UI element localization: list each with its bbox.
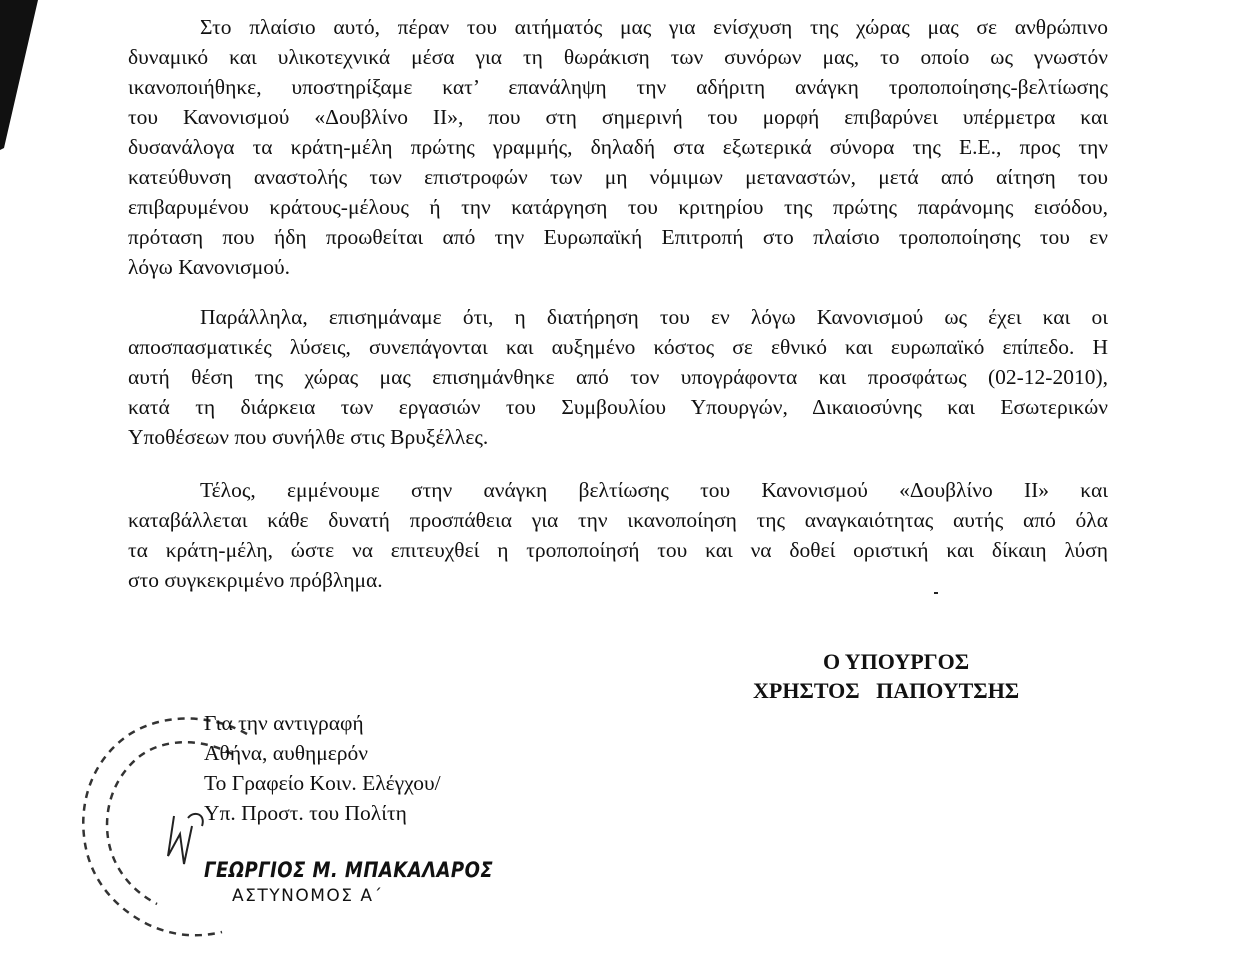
certified-copy-line: Για την αντιγραφή (204, 711, 364, 735)
paragraph-line: καταβάλλεται κάθε δυνατή προσπάθεια για την ικανοποίηση της αναγκαιότητας αυτής από όλα (128, 508, 1108, 532)
paragraph-line: πρόταση που ήδη προωθείται από την Ευρωπαϊκή Επιτροπή στο πλαίσιο τροποποίησης του εν (128, 225, 1108, 249)
paragraph-line: ικανοποιήθηκε, υποστηρίξαμε κατ’ επανάληψη την αδήριτη ανάγκη τροποποίησης-βελτίωσης (128, 75, 1108, 99)
paragraph-3 (128, 475, 1108, 595)
paragraph-2 (128, 302, 1108, 452)
certified-copy-block (204, 708, 441, 828)
paragraph-line: κατεύθυνση αναστολής των επιστροφών των μη νόμιμων μεταναστών, μετά από αίτηση του (128, 165, 1108, 189)
paragraph-line: τα κράτη-μέλη, ώστε να επιτευχθεί η τροποποίησή του και να δοθεί οριστική και δίκαιη λύση (128, 538, 1108, 562)
paragraph-line: δυναμικό και υλικοτεχνικά μέσα για τη θωράκιση των συνόρων μας, το οποίο ως γνωστόν (128, 45, 1108, 69)
paragraph-line: λόγω Κανονισμού. (128, 255, 291, 279)
paragraph-1 (128, 12, 1108, 282)
paragraph-line: Υποθέσεων που συνήλθε στις Βρυξέλλες. (128, 425, 489, 449)
scan-edge-mark (0, 0, 40, 150)
paragraph-line: επιβαρυμένου κράτους-μέλους ή την κατάργηση του κριτηρίου της πρώτης παράνομης εισόδου, (128, 195, 1108, 219)
paragraph-line: δυσανάλογα τα κράτη-μέλη πρώτης γραμμής, δηλαδή στα εξωτερικά σύνορα της Ε.Ε., προς την (128, 135, 1108, 159)
paragraph-line: Τέλος, εμμένουμε στην ανάγκη βελτίωσης του Κανονισμού «Δουβλίνο ΙΙ» και (200, 478, 1108, 502)
certified-copy-line: Το Γραφείο Κοιν. Ελέγχου/ (204, 771, 441, 795)
signatory-name: ΧΡΗΣΤΟΣ ΠΑΠΟΥΤΣΗΣ (753, 678, 1020, 703)
signatory-title: Ο ΥΠΟΥΡΓΟΣ (823, 649, 970, 674)
paragraph-line: στο συγκεκριμένο πρόβλημα. (128, 568, 383, 592)
officer-rank: ΑΣΤΥΝΟΜΟΣ Α΄ (232, 886, 384, 906)
certified-copy-line: Υπ. Προστ. του Πολίτη (204, 801, 407, 825)
paragraph-line: κατά τη διάρκεια των εργασιών του Συμβουλίου Υπουργών, Δικαιοσύνης και Εσωτερικών (128, 395, 1108, 419)
paragraph-line: αποσπασματικές λύσεις, συνεπάγονται και αυξημένο κόστος σε εθνικό και ευρωπαϊκό επίπεδο. Η (128, 335, 1108, 359)
paragraph-line: του Κανονισμού «Δουβλίνο ΙΙ», που στη σημερινή του μορφή επιβαρύνει υπέρμετρα και (128, 105, 1108, 129)
speck (934, 592, 938, 594)
paragraph-line: Στο πλαίσιο αυτό, πέραν του αιτήματός μας για ενίσχυση της χώρας μας σε ανθρώπινο (200, 15, 1108, 39)
paragraph-line: αυτή θέση της χώρας μας επισημάνθηκε από τον υπογράφοντα και προσφάτως (02-12-2010), (128, 365, 1108, 389)
officer-name-stamp: ΓΕΩΡΓΙΟΣ Μ. ΜΠΑΚΑΛΑΡΟΣ (204, 858, 494, 882)
certified-copy-line: Αθήνα, αυθημερόν (204, 741, 369, 765)
paragraph-line: Παράλληλα, επισημάναμε ότι, η διατήρηση του εν λόγω Κανονισμού ως έχει και οι (200, 305, 1108, 329)
